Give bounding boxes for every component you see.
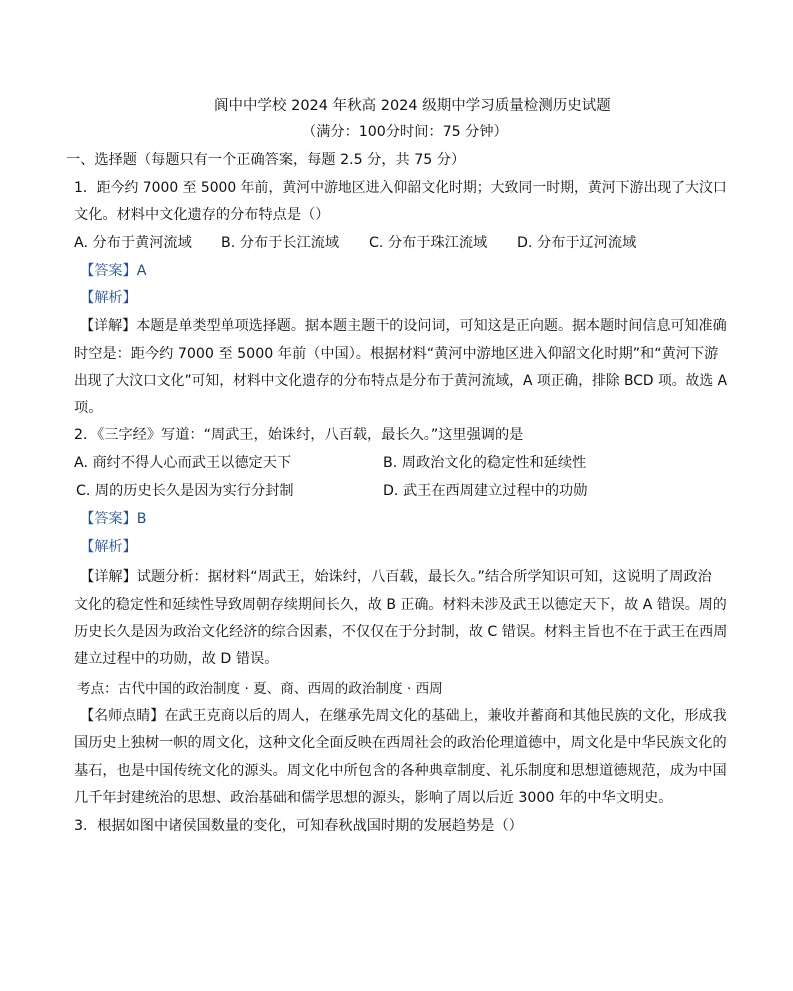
q1-answer-label: 【答案】A xyxy=(80,263,147,279)
q2-detail-line: 历史长久是因为政治文化经济的综合因素，不仅仅在于分封制，故 C 错误。材料主旨也不在于武王在西周 xyxy=(74,624,728,640)
page-subtitle: （满分：100分时间：75 分钟） xyxy=(302,124,508,140)
q2-option-d: D. 武王在西周建立过程中的功勋 xyxy=(383,483,588,499)
page-title: 阆中中学校 2024 年秋高 2024 级期中学习质量检测历史试题 xyxy=(214,98,611,114)
q1-option-b: B. 分布于长江流域 xyxy=(221,235,340,251)
q2-answer-label: 【答案】B xyxy=(80,511,147,527)
q1-option-c: C. 分布于珠江流域 xyxy=(369,235,488,251)
q1-detail-line: 项。 xyxy=(74,400,103,416)
q3-stem: 3．根据如图中诸侯国数量的变化，可知春秋战国时期的发展趋势是（） xyxy=(74,818,523,834)
q1-option-a: A. 分布于黄河流域 xyxy=(74,235,192,251)
q2-analysis-label: 【解析】 xyxy=(80,539,137,555)
q1-stem-line2: 文化。材料中文化遗存的分布特点是（） xyxy=(74,207,330,223)
q2-option-b: B. 周政治文化的稳定性和延续性 xyxy=(383,455,587,471)
q2-option-a: A. 商纣不得人心而武王以德定天下 xyxy=(74,455,292,471)
q2-stem: 2．《三字经》写道：“周武王，始诛纣，八百载，最长久。”这里强调的是 xyxy=(74,427,524,443)
q2-option-c: C. 周的历史长久是因为实行分封制 xyxy=(76,483,294,499)
q2-detail-line: 【详解】试题分析：据材料“周武王，始诛纣，八百载，最长久。”结合所学知识可知，这说明了周政治 xyxy=(80,569,712,585)
q2-detail-line: 建立过程中的功勋，故 D 错误。 xyxy=(74,651,279,667)
q2-teacher-line: 国历史上独树一帜的周文化，这种文化全面反映在西周社会的政治伦理道德中，周文化是中华民族文化的 xyxy=(74,735,727,751)
q2-kaodian: 考点：古代中国的政治制度 · 夏、商、西周的政治制度 · 西周 xyxy=(77,681,443,697)
q1-detail-line: 时空是：距今约 7000 至 5000 年前（中国）。根据材料“黄河中游地区进入仰韶文化时期”和“黄河下游 xyxy=(74,346,719,362)
q1-option-d: D. 分布于辽河流域 xyxy=(517,235,637,251)
q1-analysis-label: 【解析】 xyxy=(80,290,137,306)
q2-detail-line: 文化的稳定性和延续性导致周朝存续期间长久，故 B 正确。材料未涉及武王以德定天下，故 A 错误。周的 xyxy=(74,597,727,613)
q2-teacher-line: 【名师点睛】在武王克商以后的周人，在继承先周文化的基础上，兼收并蓄商和其他民族的文化，形成我 xyxy=(80,708,727,724)
q2-teacher-line: 基石，也是中国传统文化的源头。周文化中所包含的各种典章制度、礼乐制度和思想道德规范，成为中国 xyxy=(74,763,727,779)
q1-detail-line: 【详解】本题是单类型单项选择题。据本题主题干的设问词，可知这是正向题。据本题时间信息可知准确 xyxy=(80,318,727,334)
q2-teacher-line: 几千年封建统治的思想、政治基础和儒学思想的源头，影响了周以后近 3000 年的中华文明史。 xyxy=(74,790,673,806)
q1-detail-line: 出现了大汶口文化”可知，材料中文化遗存的分布特点是分布于黄河流域，A 项正确，排除 BCD 项。故选 A xyxy=(74,373,728,389)
section-heading: 一、选择题（每题只有一个正确答案，每题 2.5 分，共 75 分） xyxy=(66,152,466,168)
q1-stem-line1: 1．距今约 7000 至 5000 年前，黄河中游地区进入仰韶文化时期；大致同一时期，黄河下游出现了大汶口 xyxy=(74,180,727,196)
